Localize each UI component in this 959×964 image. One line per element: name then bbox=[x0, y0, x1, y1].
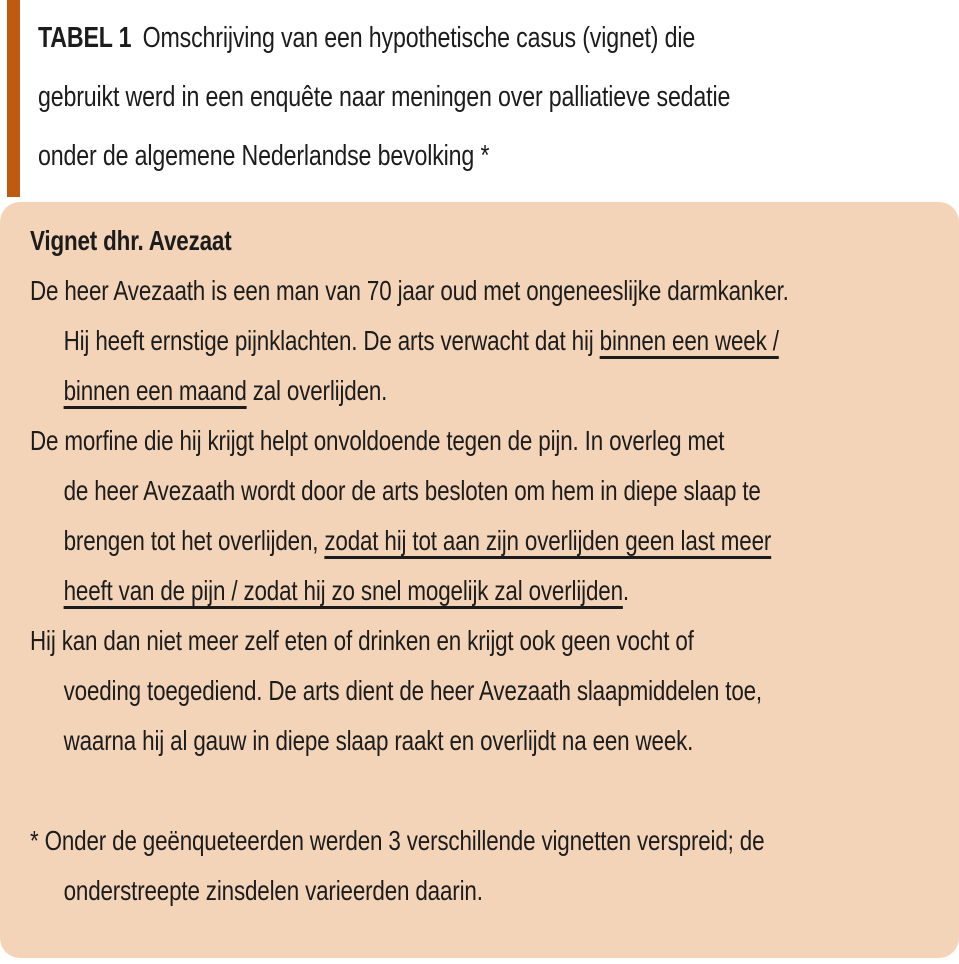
vignette-panel bbox=[0, 202, 959, 958]
vignette-paragraph-1 bbox=[30, 266, 942, 416]
caption-text bbox=[38, 9, 950, 186]
p2-line-4-plain: . bbox=[622, 575, 629, 606]
caption-line-2: gebruikt werd in een enquête naar meningen over palliatieve sedatie bbox=[38, 81, 731, 113]
footnote-line-1: * Onder de geënqueteerden werden 3 verschillende vignetten verspreid; de bbox=[30, 825, 765, 856]
p2-line-1: De morfine die hij krijgt helpt onvoldoende tegen de pijn. In overleg met bbox=[30, 425, 725, 456]
p3-line-3: waarna hij al gauw in diepe slaap raakt en overlijdt na een week. bbox=[63, 725, 694, 756]
table-number-label: TABEL 1 bbox=[38, 22, 132, 54]
vignette-content bbox=[30, 216, 942, 916]
footnote-line-2: onderstreepte zinsdelen varieerden daarin. bbox=[63, 875, 483, 906]
caption-accent-bar bbox=[7, 0, 20, 197]
p1-line-2-plain: Hij heeft ernstige pijnklachten. De arts verwacht dat hij bbox=[63, 325, 600, 356]
caption-line-1: Omschrijving van een hypothetische casus (vignet) die bbox=[142, 22, 696, 54]
p2-line-2: de heer Avezaath wordt door de arts besloten om hem in diepe slaap te bbox=[63, 475, 761, 506]
p3-line-1: Hij kan dan niet meer zelf eten of drinken en krijgt ook geen vocht of bbox=[30, 625, 694, 656]
caption-line-3: onder de algemene Nederlandse bevolking * bbox=[38, 140, 490, 172]
vignette-paragraph-3 bbox=[30, 616, 942, 766]
p2-line-3-underlined-variant: zodat hij tot aan zijn overlijden geen last meer bbox=[324, 525, 772, 556]
p1-line-1: De heer Avezaath is een man van 70 jaar oud met ongeneeslijke darmkanker. bbox=[30, 275, 789, 306]
p1-line-2-underlined-variant: binnen een week / bbox=[599, 325, 779, 356]
p1-line-3-underlined-variant: binnen een maand bbox=[63, 375, 247, 406]
p3-line-2: voeding toegediend. De arts dient de heer Avezaath slaapmiddelen toe, bbox=[63, 675, 763, 706]
vignette-heading: Vignet dhr. Avezaat bbox=[30, 225, 232, 256]
p2-line-3-plain: brengen tot het overlijden, bbox=[63, 525, 325, 556]
vignette-paragraph-2 bbox=[30, 416, 942, 616]
p2-line-4-underlined-variant: heeft van de pijn / zodat hij zo snel mogelijk zal overlijden bbox=[63, 575, 623, 606]
vignette-footnote bbox=[30, 816, 942, 916]
table-caption bbox=[0, 0, 959, 202]
p1-line-3-plain: zal overlijden. bbox=[246, 375, 388, 406]
